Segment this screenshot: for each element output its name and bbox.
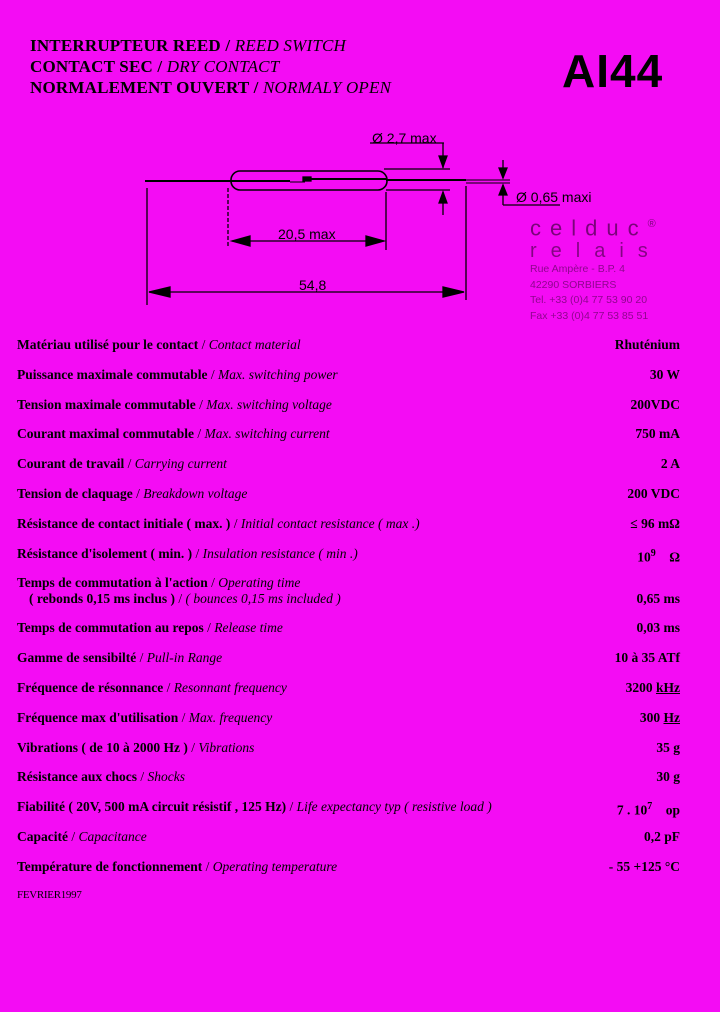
separator: / — [207, 366, 218, 382]
separator: / — [178, 709, 189, 725]
spec-label — [17, 367, 338, 383]
label-fr: Fréquence max d'utilisation — [17, 709, 179, 725]
document-date: FEVRIER1997 — [17, 889, 82, 901]
address-line-1: Rue Ampère - B.P. 4 — [530, 263, 625, 276]
label-en: Contact material — [208, 337, 301, 352]
spec-row-capacitance — [17, 829, 680, 859]
value-base: 7 . 10 — [616, 802, 648, 818]
spec-value: Rhuténium — [614, 337, 680, 352]
label-fr: Vibrations ( de 10 à 2000 Hz ) — [17, 739, 188, 755]
label-fr: Résistance de contact initiale ( max. ) — [17, 515, 231, 531]
brand-text: celduc — [530, 215, 648, 241]
glass-diameter-label: Ø 2,7 max — [372, 130, 437, 146]
spec-value — [637, 546, 680, 566]
label-en: Pull-in Range — [146, 650, 223, 666]
label-en-note: ( bounces 0,15 ms included ) — [185, 591, 341, 607]
separator: / — [286, 799, 297, 815]
spec-label — [17, 829, 147, 845]
label-note — [17, 591, 341, 607]
separator: / — [124, 456, 135, 472]
title-fr: INTERRUPTEUR REED — [30, 36, 221, 55]
label-fr: Temps de commutation au repos — [17, 620, 204, 636]
label-en: Breakdown voltage — [143, 485, 248, 501]
separator: / — [220, 36, 235, 55]
label-fr: Résistance d'isolement ( min. ) — [17, 545, 193, 561]
spec-label — [17, 456, 227, 472]
label-en: Max. switching voltage — [206, 396, 332, 412]
title-en: NORMALY OPEN — [262, 78, 392, 97]
label-en: Insulation resistance ( min .) — [202, 545, 358, 561]
label-fr: Courant de travail — [17, 456, 125, 472]
label-en: Vibrations — [198, 739, 255, 755]
label-fr: Gamme de sensibilté — [17, 650, 137, 666]
spec-value: ≤ 96 mΩ — [630, 515, 680, 531]
separator: / — [198, 337, 209, 352]
logo-brand — [530, 212, 690, 240]
label-fr: Résistance aux chocs — [17, 769, 137, 785]
value-unit: Ω — [669, 549, 680, 565]
spec-row-release-time — [17, 620, 680, 650]
spec-row-max-frequency — [17, 710, 680, 740]
spec-row-contact-resistance — [17, 516, 680, 546]
fax: Fax +33 (0)4 77 53 85 51 — [530, 309, 649, 322]
label-en: Initial contact resistance ( max .) — [240, 515, 420, 531]
spec-label — [17, 426, 330, 442]
separator: / — [230, 515, 241, 531]
spec-label — [17, 650, 222, 666]
spec-value: 35 g — [656, 739, 680, 755]
spec-row-switching-current — [17, 426, 680, 456]
spec-value: 30 W — [649, 366, 680, 382]
separator: / — [249, 78, 263, 97]
title-fr: CONTACT SEC — [30, 57, 153, 76]
label-en: Resonnant frequency — [173, 679, 287, 695]
spec-row-carrying-current — [17, 456, 680, 486]
label-en: Operating time — [218, 575, 301, 591]
label-en: Max. switching current — [204, 426, 330, 442]
label-fr: Puissance maximale commutable — [17, 366, 208, 382]
phone: Tel. +33 (0)4 77 53 90 20 — [530, 294, 648, 307]
spec-row-life-expectancy — [17, 799, 680, 829]
separator: / — [192, 545, 203, 561]
spec-row-breakdown-voltage — [17, 486, 680, 516]
glass-length-label: 20,5 max — [278, 226, 336, 242]
label-fr: Tension de claquage — [17, 485, 133, 501]
spec-row-vibrations — [17, 740, 680, 770]
separator: / — [136, 650, 147, 666]
value-unit: op — [665, 802, 680, 818]
spec-row-shocks — [17, 769, 680, 799]
spec-label — [17, 769, 185, 785]
separator: / — [193, 426, 205, 442]
separator: / — [163, 679, 174, 695]
separator: / — [152, 57, 167, 76]
label-fr: Tension maximale commutable — [17, 396, 196, 412]
spec-value: 10 à 35 ATf — [614, 650, 680, 666]
wire-diameter-label: Ø 0,65 maxi — [516, 189, 592, 205]
label-fr: Capacité — [17, 828, 68, 844]
spec-value: 750 mA — [635, 426, 680, 442]
label-en: Max. switching power — [218, 366, 338, 382]
spec-table — [17, 337, 680, 889]
title-en: REED SWITCH — [234, 36, 347, 55]
spec-row-operating-temperature — [17, 859, 680, 889]
address-line-2: 42290 SORBIERS — [530, 278, 617, 291]
spec-value — [626, 680, 680, 696]
separator: / — [187, 739, 199, 755]
spec-label — [17, 799, 492, 815]
title-fr: NORMALEMENT OUVERT — [30, 78, 250, 97]
spec-row-contact-material — [17, 337, 680, 367]
value-unit: kHz — [655, 679, 680, 695]
value-exponent: 9 — [650, 547, 656, 559]
model-number: AI44 — [562, 45, 664, 97]
spec-label — [17, 337, 301, 353]
spec-value — [640, 710, 680, 726]
value-number: 300 — [639, 709, 661, 725]
separator: / — [137, 769, 148, 785]
spec-value: - 55 +125 °C — [608, 858, 680, 874]
label-fr: Matériau utilisé pour le contact — [17, 337, 199, 352]
label-en: Max. frequency — [188, 709, 273, 725]
spec-row-resonant-frequency — [17, 680, 680, 710]
spec-value: 200 VDC — [627, 485, 680, 501]
spec-label — [17, 680, 287, 696]
separator: / — [132, 485, 144, 501]
label-fr: Temps de commutation à l'action — [17, 575, 208, 591]
spec-label — [17, 740, 254, 756]
spec-value: 0,2 pF — [643, 828, 680, 844]
label-fr: Fiabilité ( 20V, 500 mA circuit résistif , 125 Hz) — [17, 799, 287, 815]
value-number: 3200 — [625, 679, 653, 695]
title-en: DRY CONTACT — [166, 57, 280, 76]
spec-row-insulation-resistance — [17, 546, 680, 576]
label-fr: Courant maximal commutable — [17, 426, 194, 442]
label-fr: Fréquence de résonnance — [17, 679, 164, 695]
separator: / — [207, 575, 219, 591]
spec-label — [17, 620, 283, 636]
value-exponent: 7 — [647, 801, 653, 813]
label-en: Life expectancy typ ( resistive load ) — [296, 799, 492, 815]
registered-mark: ® — [647, 218, 656, 230]
spec-value: 200VDC — [630, 396, 680, 412]
spec-value: 2 A — [660, 456, 680, 472]
spec-value: 30 g — [656, 769, 680, 785]
celduc-logo — [530, 212, 690, 324]
separator: / — [203, 620, 215, 636]
value-unit: Hz — [663, 709, 680, 725]
spec-row-pull-in-range — [17, 650, 680, 680]
spec-label — [17, 710, 272, 726]
separator: / — [195, 396, 207, 412]
spec-label — [17, 516, 420, 532]
value-base: 10 — [637, 549, 651, 565]
spec-label — [17, 575, 341, 607]
spec-row-operating-time — [17, 575, 680, 620]
separator: / — [175, 591, 186, 607]
spec-value — [617, 799, 680, 819]
spec-value: 0,65 ms — [636, 591, 680, 607]
label-en: Shocks — [147, 769, 186, 785]
label-en: Carrying current — [134, 456, 227, 472]
spec-row-switching-voltage — [17, 397, 680, 427]
spec-row-switching-power — [17, 367, 680, 397]
label-en: Capacitance — [78, 828, 147, 844]
spec-label — [17, 486, 247, 502]
logo-brand-sub: relais — [530, 240, 662, 263]
spec-value: 0,03 ms — [636, 620, 680, 636]
label-fr-note: ( rebonds 0,15 ms inclus ) — [29, 591, 176, 607]
total-length-label: 54,8 — [299, 277, 327, 293]
spec-label — [17, 859, 337, 875]
separator: / — [202, 858, 213, 874]
spec-label — [17, 546, 358, 562]
separator: / — [68, 828, 79, 844]
spec-label — [17, 397, 332, 413]
label-en: Operating temperature — [212, 858, 338, 874]
label-fr: Température de fonctionnement — [17, 858, 203, 874]
label-en: Release time — [214, 620, 283, 636]
